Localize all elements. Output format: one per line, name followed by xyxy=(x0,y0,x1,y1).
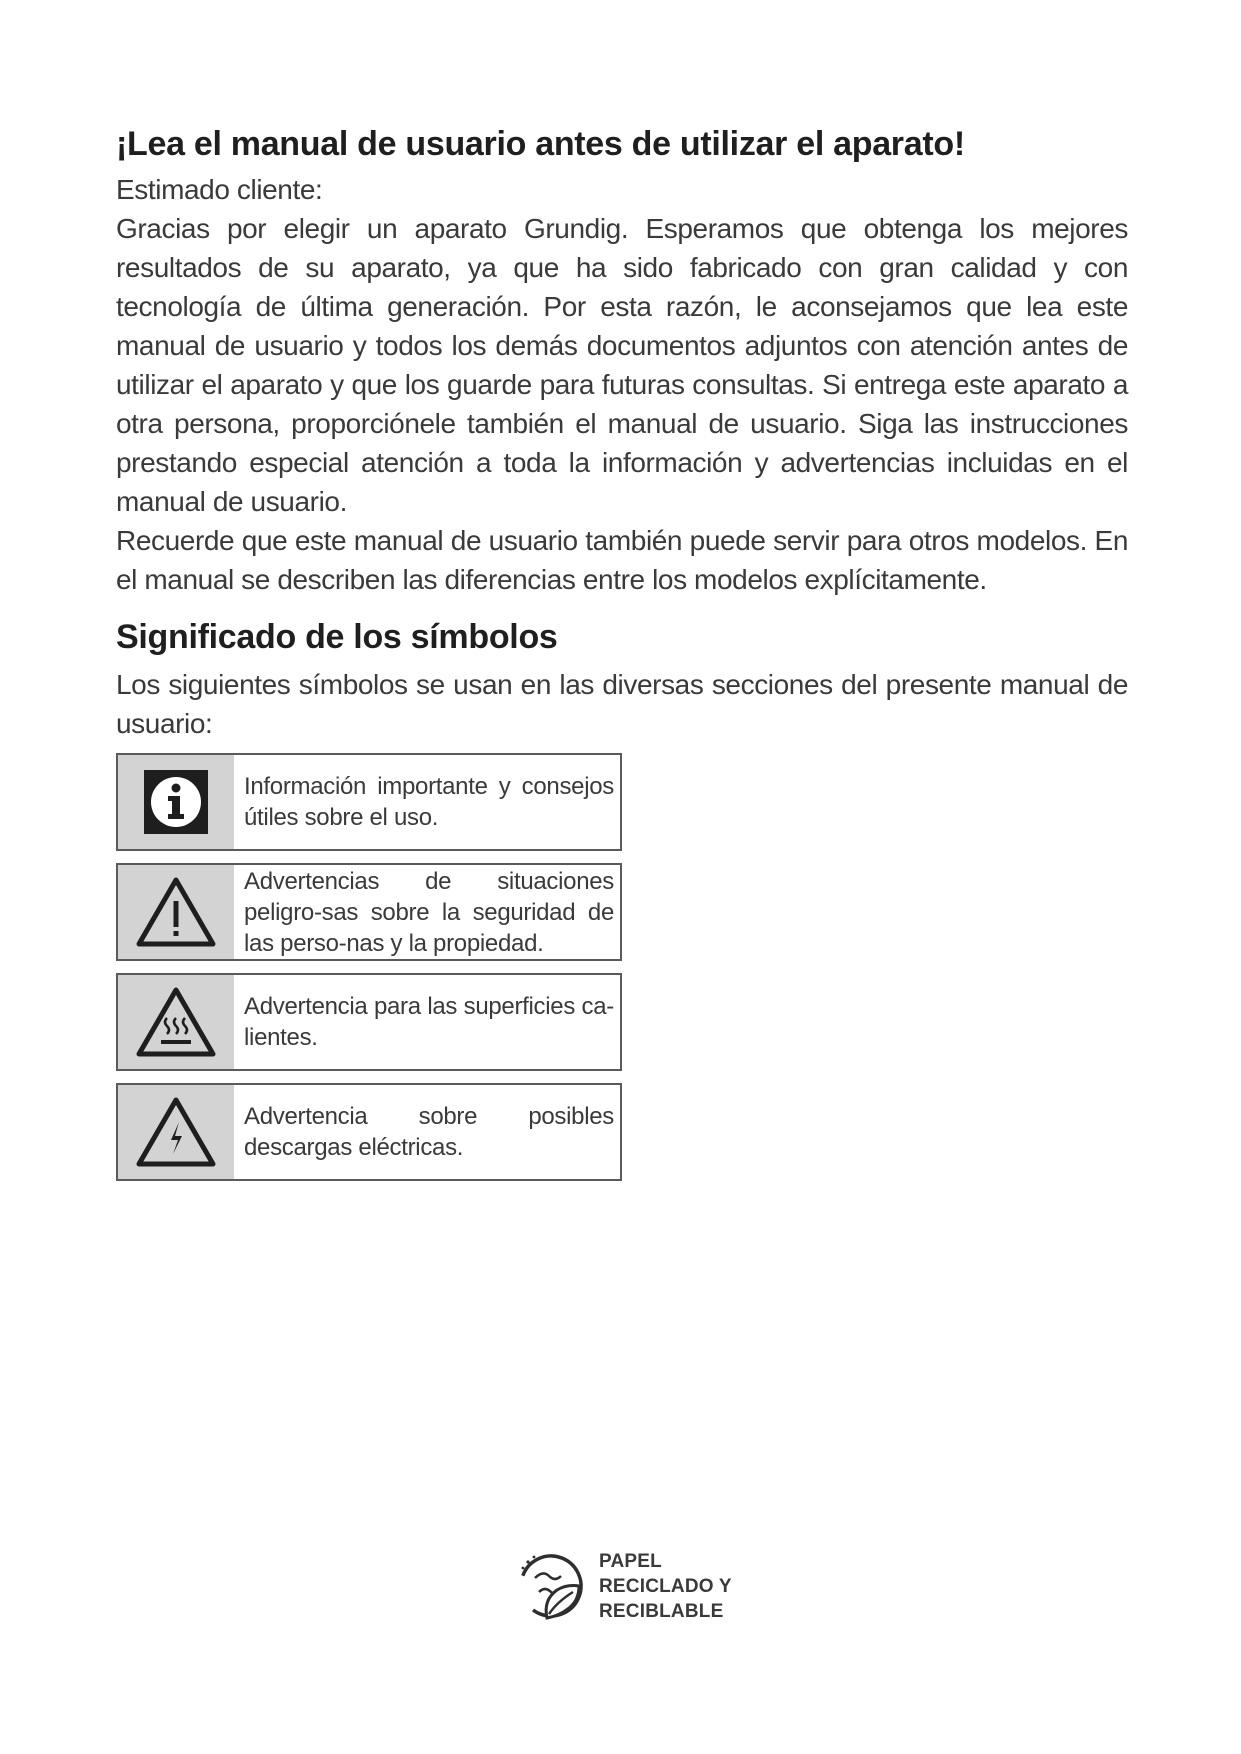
symbols-table xyxy=(116,753,622,1181)
hot-surface-icon xyxy=(118,975,234,1069)
footer-line-1: PAPEL xyxy=(599,1550,662,1572)
greeting: Estimado cliente: xyxy=(116,174,323,205)
recycled-paper-badge xyxy=(513,1548,732,1624)
symbol-text-electric: Advertencia sobre posibles descargas eléctricas. xyxy=(244,1103,614,1161)
symbol-text-info: Información importante y consejos útiles sobre el uso. xyxy=(244,773,614,831)
warning-icon xyxy=(118,865,234,959)
symbol-row-hot-surface xyxy=(116,973,622,1071)
models-paragraph: Recuerde que este manual de usuario también puede servir para otros modelos. En el manual se describen las diferencias entre los modelos explícitamente. xyxy=(116,525,1128,595)
symbols-intro: Los siguientes símbolos se usan en las diversas secciones del presente manual de usuario: xyxy=(116,669,1128,739)
symbol-text-hot-surface: Advertencia para las superficies ca-lientes. xyxy=(244,993,614,1051)
electric-shock-icon xyxy=(118,1085,234,1179)
page-content xyxy=(116,122,1128,1193)
intro-paragraph: Gracias por elegir un aparato Grundig. Esperamos que obtenga los mejores resultados de su aparato, ya que ha sido fabricado con gran calidad y con tecnología de última generación. Por esta razón, le aconsejamos que lea este manual de usuario y todos los demás documentos adjuntos con atención antes de utilizar el aparato y que los guarde para futuras consultas. Si entrega este aparato a otra persona, proporciónele también el manual de usuario. Siga las instrucciones prestando especial atención a toda la información y advertencias incluidas en el manual de usuario. xyxy=(116,213,1128,517)
info-icon xyxy=(118,755,234,849)
page-title: ¡Lea el manual de usuario antes de utilizar el aparato! xyxy=(116,125,965,163)
symbol-row-electric xyxy=(116,1083,622,1181)
recycled-paper-label xyxy=(599,1549,732,1624)
footer-line-3: RECIBLABLE xyxy=(599,1600,724,1622)
symbol-text-warning: Advertencias de situaciones peligro-sas sobre la seguridad de las perso-nas y la propiedad. xyxy=(244,867,614,957)
symbols-heading: Significado de los símbolos xyxy=(116,618,558,656)
footer-line-2: RECICLADO Y xyxy=(599,1575,732,1597)
symbol-row-warning xyxy=(116,863,622,961)
symbol-row-info xyxy=(116,753,622,851)
recycled-paper-icon xyxy=(513,1548,589,1624)
